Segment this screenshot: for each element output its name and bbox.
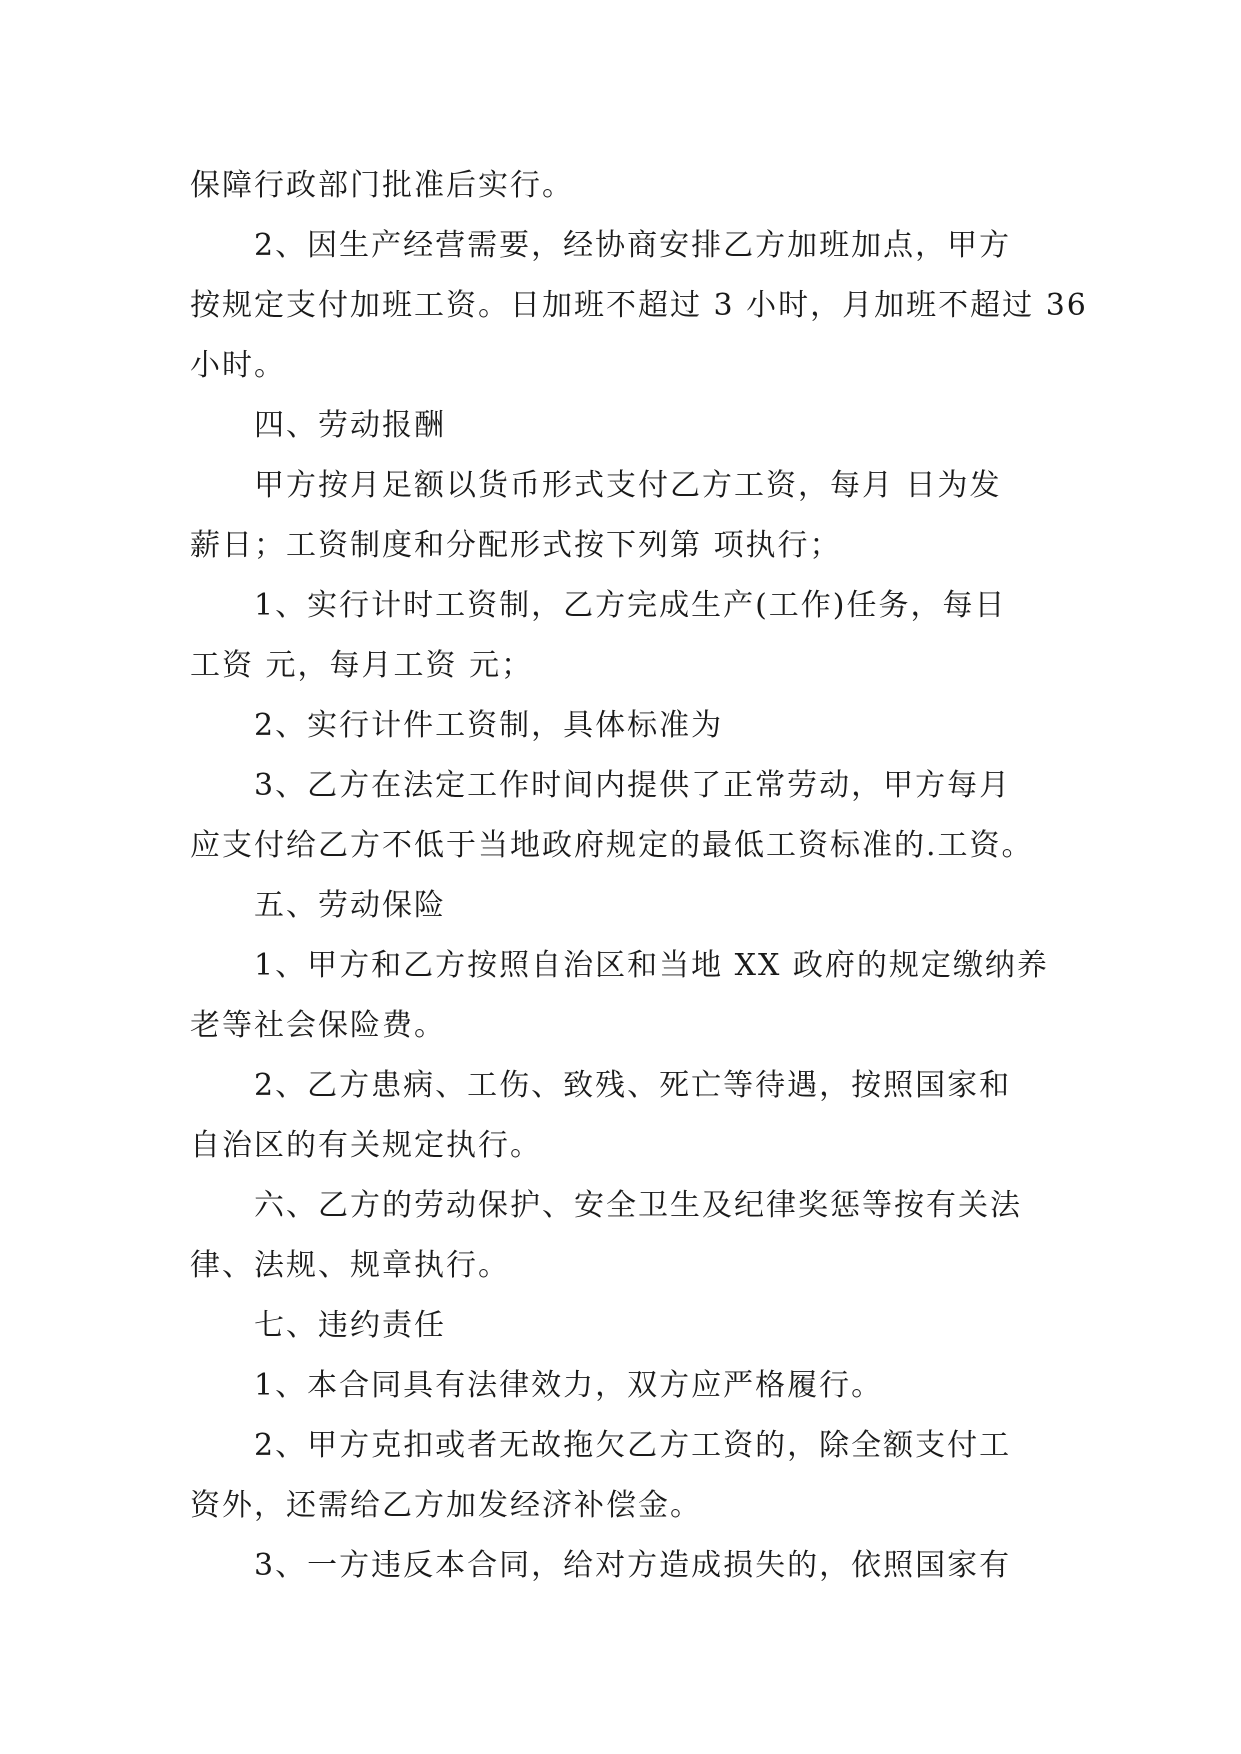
text-line: 2、实行计件工资制，具体标准为 (254, 708, 724, 743)
text-line: 3、乙方在法定工作时间内提供了正常劳动，甲方每月 (254, 768, 1012, 803)
paragraph-breach-damages (190, 1536, 1060, 1596)
text-line: 保障行政部门批准后实行。 (190, 168, 574, 203)
text-line: 工资 元，每月工资 元； (190, 648, 534, 683)
text-line: 甲方按月足额以货币形式支付乙方工资，每月 日为发 (254, 468, 1002, 503)
paragraph-piece-wage (190, 696, 1060, 756)
text-line: 七、违约责任 (254, 1308, 446, 1343)
section-heading-remuneration (190, 396, 1060, 456)
paragraph-minimum-wage (190, 756, 1060, 876)
paragraph-overtime (190, 216, 1088, 396)
text-line: 按规定支付加班工资。日加班不超过 3 小时，月加班不超过 36 (190, 288, 1088, 323)
text-line: 2、乙方患病、工伤、致残、死亡等待遇，按照国家和 (254, 1068, 1012, 1103)
text-line: 3、一方违反本合同，给对方造成损失的，依照国家有 (254, 1548, 1012, 1583)
text-line: 1、甲方和乙方按照自治区和当地 XX 政府的规定缴纳养 (254, 948, 1049, 983)
paragraph-approval-continuation (190, 156, 1060, 216)
text-line: 资外，还需给乙方加发经济补偿金。 (190, 1488, 702, 1523)
paragraph-illness-injury (190, 1056, 1060, 1176)
section-heading-liability (190, 1296, 1060, 1356)
text-line: 1、实行计时工资制，乙方完成生产(工作)任务，每日 (254, 588, 1007, 623)
paragraph-wage-payment (190, 456, 1060, 576)
paragraph-time-wage (190, 576, 1060, 696)
paragraph-social-insurance (190, 936, 1060, 1056)
text-line: 薪日；工资制度和分配形式按下列第 项执行； (190, 528, 842, 563)
text-line: 2、甲方克扣或者无故拖欠乙方工资的，除全额支付工 (254, 1428, 1012, 1463)
section-labor-protection (190, 1176, 1060, 1296)
text-line: 四、劳动报酬 (254, 408, 446, 443)
section-heading-insurance (190, 876, 1060, 936)
text-line: 2、因生产经营需要，经协商安排乙方加班加点，甲方 (254, 228, 1012, 263)
text-line: 1、本合同具有法律效力，双方应严格履行。 (254, 1368, 884, 1403)
paragraph-legal-effect (190, 1356, 1060, 1416)
text-line: 六、乙方的劳动保护、安全卫生及纪律奖惩等按有关法 (254, 1188, 1022, 1223)
text-line: 自治区的有关规定执行。 (190, 1128, 542, 1163)
text-line: 律、法规、规章执行。 (190, 1248, 510, 1283)
paragraph-wage-arrears (190, 1416, 1060, 1536)
text-line: 应支付给乙方不低于当地政府规定的最低工资标准的.工资。 (190, 828, 1034, 863)
document-body (190, 156, 1088, 1596)
text-line: 小时。 (190, 348, 286, 383)
text-line: 五、劳动保险 (254, 888, 446, 923)
text-line: 老等社会保险费。 (190, 1008, 446, 1043)
